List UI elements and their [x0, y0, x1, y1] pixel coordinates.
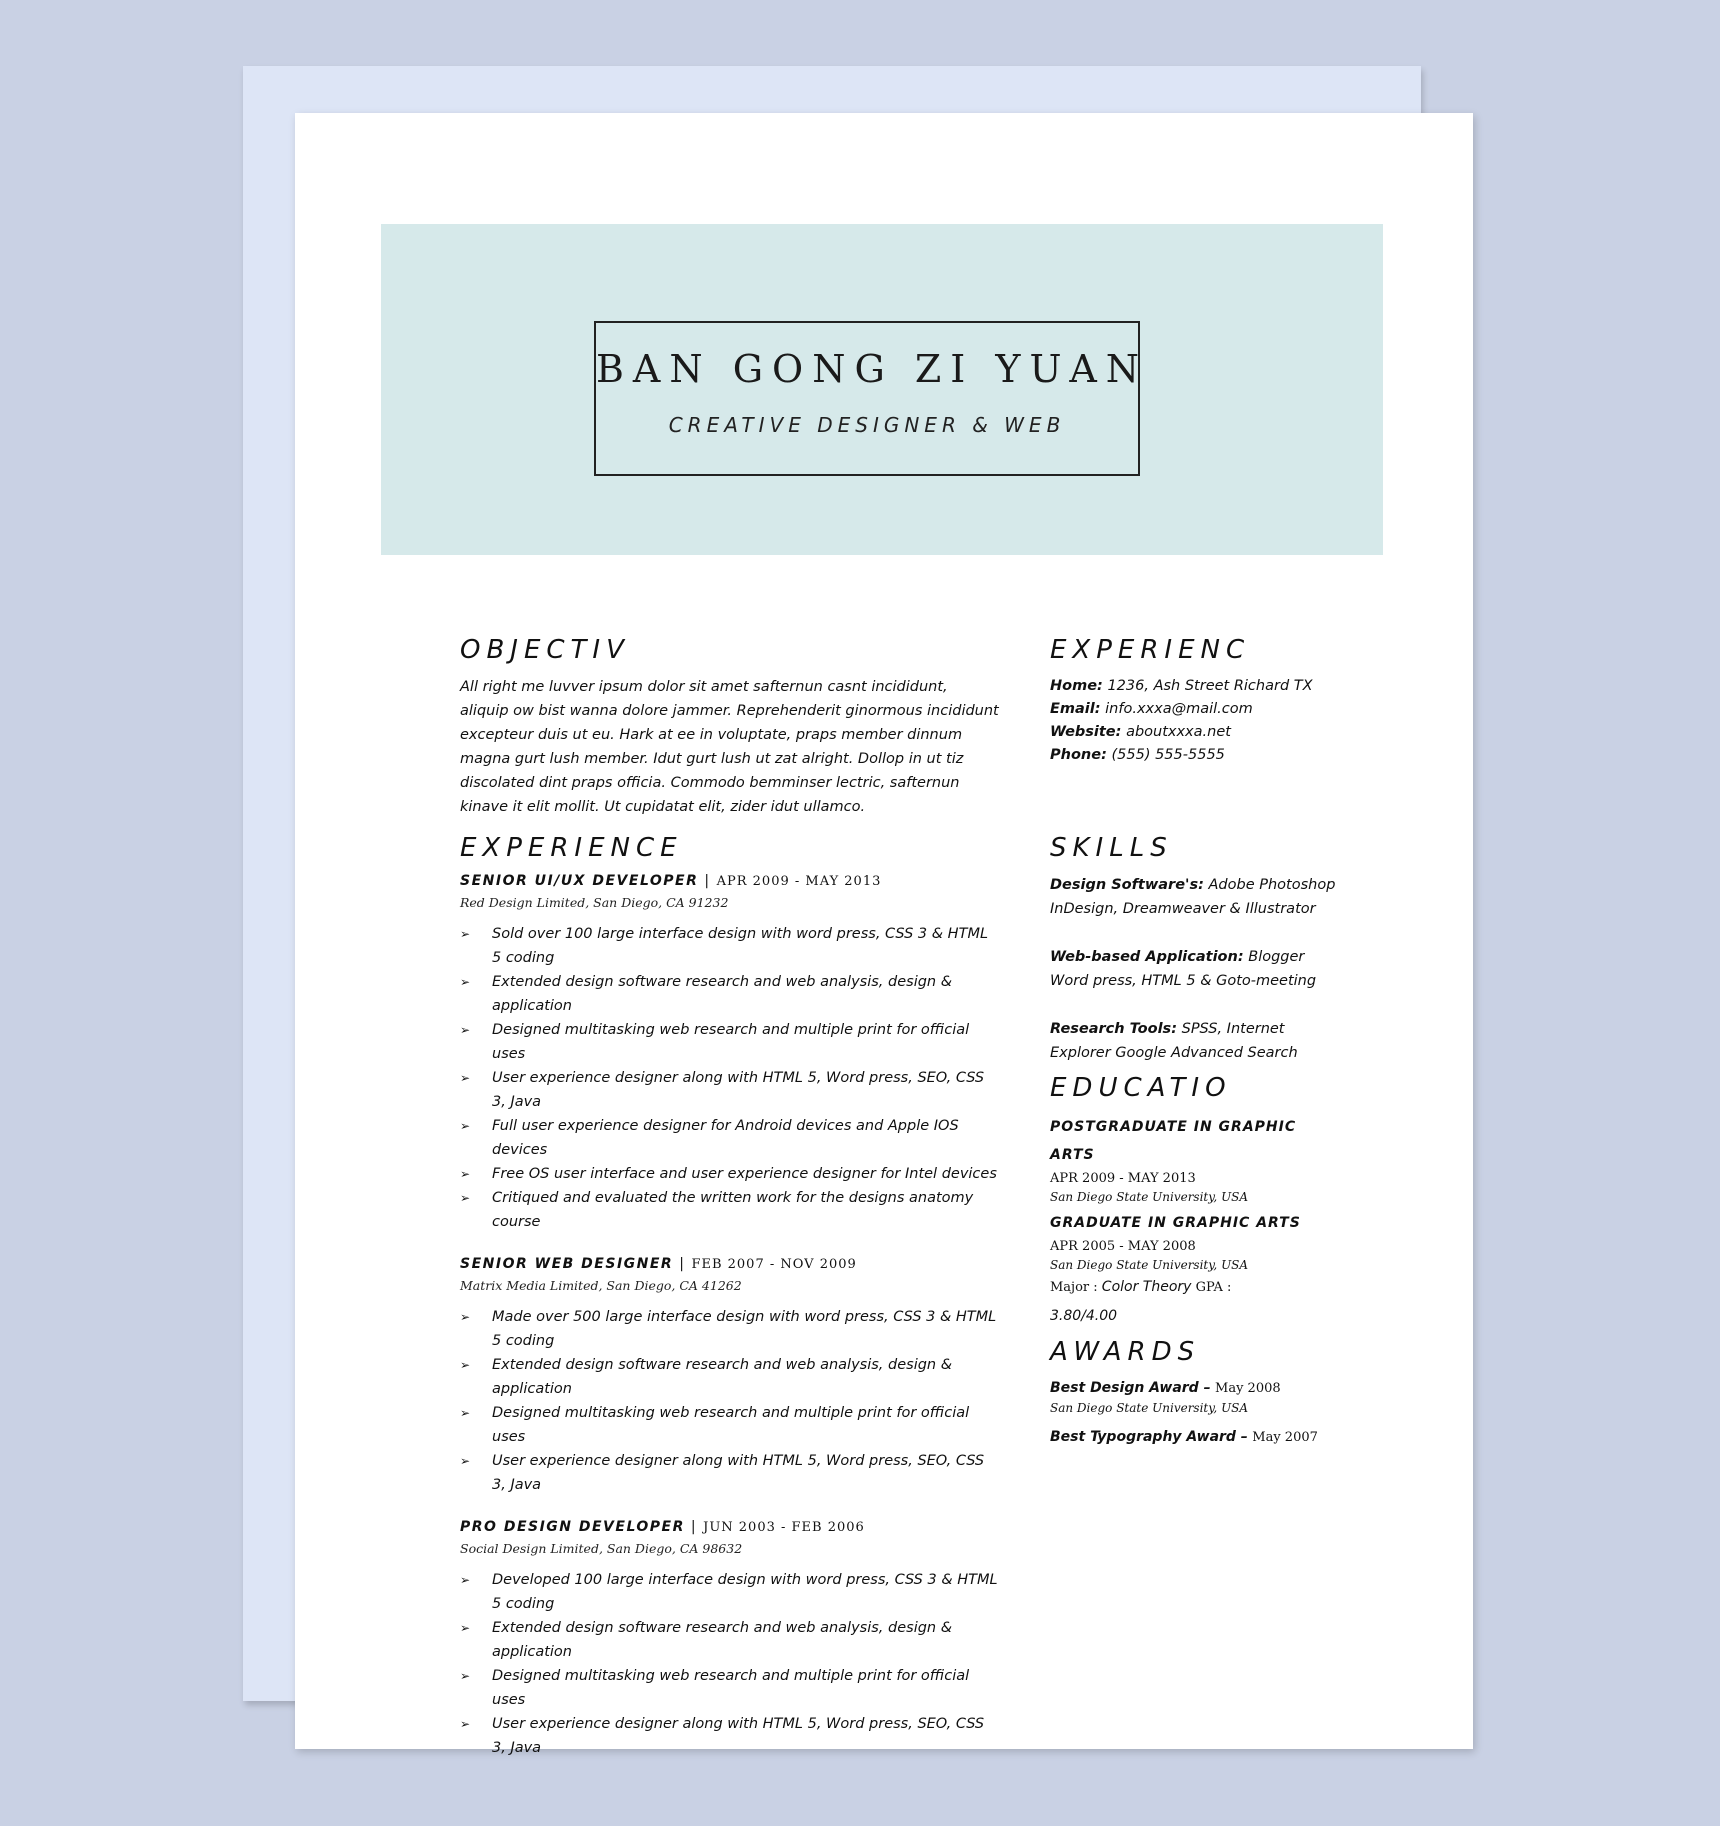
- job-bullets: [460, 1305, 1000, 1497]
- education-dates: APR 2009 - MAY 2013: [1050, 1171, 1196, 1186]
- education-entry: [1050, 1209, 1340, 1273]
- job-heading: [460, 873, 1000, 889]
- job-entry: [460, 873, 1000, 1234]
- education-school: San Diego State University, USA: [1050, 1190, 1249, 1204]
- job-separator: |: [690, 1519, 698, 1535]
- list-item: ➢ Made over 500 large interface design with word press, CSS 3 & HTML 5 coding: [460, 1305, 1000, 1353]
- contact-email: Email: info.xxxa@mail.com: [1050, 701, 1253, 717]
- education-entry: [1050, 1113, 1340, 1205]
- list-item: ➢ User experience designer along with HTML 5, Word press, SEO, CSS 3, Java: [460, 1449, 1000, 1497]
- job-bullets: [460, 1568, 1000, 1760]
- job-separator: |: [704, 873, 711, 889]
- contact-block: [1050, 675, 1340, 767]
- education-title: EDUCATIO: [1050, 1073, 1232, 1103]
- award-school: San Diego State University, USA: [1050, 1401, 1249, 1415]
- skill-group: Design Software's: Adobe Photoshop InDesign, Dreamweaver & Illustrator: [1050, 877, 1336, 917]
- list-item: ➢ User experience designer along with HTML 5, Word press, SEO, CSS 3, Java: [460, 1066, 1000, 1114]
- header-band: [381, 224, 1383, 555]
- contact-website: Website: aboutxxxa.net: [1050, 724, 1231, 740]
- job-company: Social Design Limited, San Diego, CA 98632: [460, 1541, 743, 1556]
- award-item: Best Design Award – May 2008 San Diego State University, USA: [1050, 1377, 1340, 1416]
- contact-title: EXPERIENC: [1050, 635, 1251, 665]
- job-bullets: [460, 922, 1000, 1234]
- objective-text: All right me luvver ipsum dolor sit amet safternun casnt incididunt, aliquip ow bist wanna dolore jammer. Reprehenderit ginormous incididunt excepteur duis ut eu. Hark at ee in voluptate, praps member dinnum magna gurt lush member. Idut gurt lush ut zat alright. Dollop in ut tiz discolated dint praps officia. Commodo bemminser lectric, safternun kinave it elit mollit. Ut cupidatat elit, zider idut ullamco.: [460, 679, 999, 815]
- education-major: Major : Color Theory GPA : 3.80/4.00: [1050, 1279, 1232, 1324]
- award-item: Best Typography Award – May 2007: [1050, 1429, 1318, 1445]
- job-role: SENIOR UI/UX DEVELOPER: [460, 873, 699, 889]
- list-item: ➢ Developed 100 large interface design with word press, CSS 3 & HTML 5 coding: [460, 1568, 1000, 1616]
- skill-group: Web-based Application: Blogger Word press, HTML 5 & Goto-meeting: [1050, 949, 1317, 989]
- job-role: SENIOR WEB DESIGNER: [460, 1256, 674, 1272]
- list-item: ➢ Critiqued and evaluated the written work for the designs anatomy course: [460, 1186, 1000, 1234]
- job-dates: APR 2009 - MAY 2013: [716, 874, 882, 889]
- job-entry: [460, 1256, 1000, 1497]
- job-heading: [460, 1519, 1000, 1535]
- job-dates: FEB 2007 - NOV 2009: [691, 1257, 857, 1272]
- experience-title: EXPERIENCE: [460, 833, 683, 863]
- education-dates: APR 2005 - MAY 2008: [1050, 1239, 1196, 1254]
- list-item: ➢ Designed multitasking web research and multiple print for official uses: [460, 1401, 1000, 1449]
- skill-group: Research Tools: SPSS, Internet Explorer Google Advanced Search: [1050, 1021, 1298, 1061]
- list-item: ➢ Extended design software research and web analysis, design & application: [460, 970, 1000, 1018]
- education-gpa: 3.80/4.00: [1050, 1308, 1118, 1324]
- skills-title: SKILLS: [1050, 833, 1173, 863]
- candidate-tagline: CREATIVE DESIGNER & WEB: [668, 413, 1066, 437]
- list-item: ➢ Extended design software research and web analysis, design & application: [460, 1353, 1000, 1401]
- list-item: ➢ Full user experience designer for Android devices and Apple IOS devices: [460, 1114, 1000, 1162]
- awards-title: AWARDS: [1050, 1337, 1201, 1367]
- job-entry: [460, 1519, 1000, 1760]
- education-degree: POSTGRADUATE IN GRAPHIC ARTS: [1050, 1119, 1297, 1163]
- objective-title: OBJECTIV: [460, 635, 630, 665]
- list-item: ➢ Free OS user interface and user experience designer for Intel devices: [460, 1162, 1000, 1186]
- job-company: Red Design Limited, San Diego, CA 91232: [460, 895, 729, 910]
- contact-phone: Phone: (555) 555-5555: [1050, 747, 1225, 763]
- list-item: ➢ Sold over 100 large interface design with word press, CSS 3 & HTML 5 coding: [460, 922, 1000, 970]
- list-item: ➢ Designed multitasking web research and multiple print for official uses: [460, 1018, 1000, 1066]
- left-column: [460, 635, 1000, 1760]
- job-role: PRO DESIGN DEVELOPER: [460, 1519, 685, 1535]
- right-column: [1050, 635, 1340, 1449]
- list-item: ➢ User experience designer along with HTML 5, Word press, SEO, CSS 3, Java: [460, 1712, 1000, 1760]
- education-degree: GRADUATE IN GRAPHIC ARTS: [1050, 1215, 1301, 1231]
- education-school: San Diego State University, USA: [1050, 1258, 1249, 1272]
- list-item: ➢ Extended design software research and web analysis, design & application: [460, 1616, 1000, 1664]
- job-separator: |: [679, 1256, 686, 1272]
- job-heading: [460, 1256, 1000, 1272]
- job-company: Matrix Media Limited, San Diego, CA 41262: [460, 1278, 742, 1293]
- candidate-name: BAN GONG ZI YUAN: [596, 347, 1149, 391]
- list-item: ➢ Designed multitasking web research and multiple print for official uses: [460, 1664, 1000, 1712]
- job-dates: JUN 2003 - FEB 2006: [703, 1520, 865, 1535]
- resume-page: [295, 113, 1473, 1756]
- name-box: [594, 321, 1149, 476]
- contact-home: Home: 1236, Ash Street Richard TX: [1050, 678, 1313, 694]
